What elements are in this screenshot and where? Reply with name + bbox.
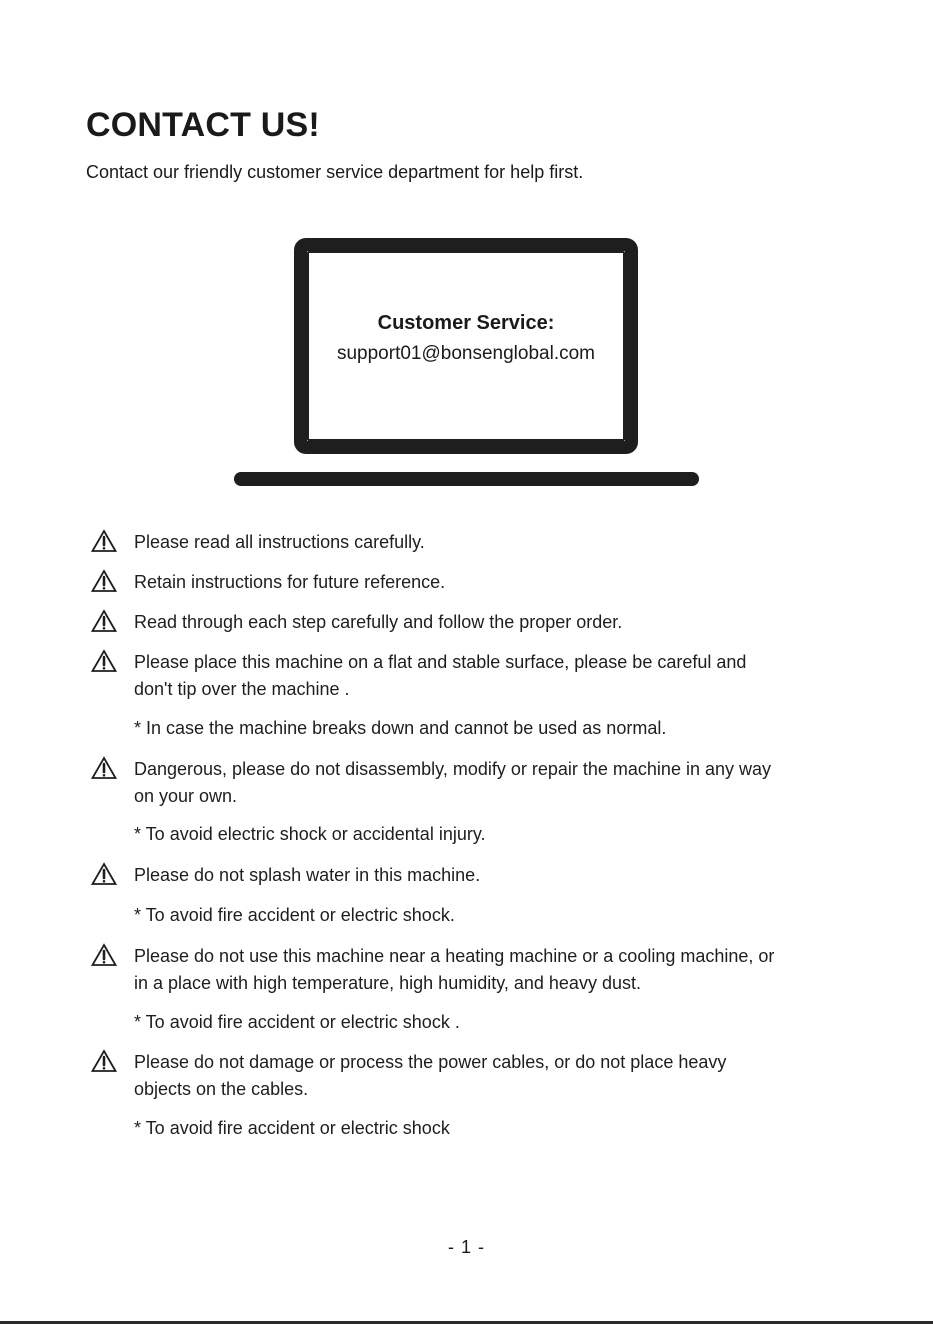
warning-text: [134, 943, 866, 996]
page-title: CONTACT US!: [86, 106, 320, 144]
laptop-base-illustration: [234, 472, 699, 486]
warning-text: Read through each step carefully and follow the proper order.: [134, 612, 623, 632]
warning-item: [86, 756, 866, 809]
warning-text-line: Please do not use this machine near a heating machine or a cooling machine, or: [134, 946, 775, 966]
customer-service-email: support01@bonsenglobal.com: [336, 343, 595, 364]
warning-item: [86, 943, 866, 996]
warning-text: Retain instructions for future reference.: [134, 572, 446, 592]
warning-note: * To avoid fire accident or electric shock.: [134, 905, 455, 925]
page-number: - 1 -: [447, 1237, 485, 1257]
warning-text: [134, 1049, 866, 1102]
warning-note: * In case the machine breaks down and cannot be used as normal.: [134, 718, 667, 738]
warning-item: [86, 649, 866, 702]
warning-text-line: Please place this machine on a flat and stable surface, please be careful and: [134, 652, 747, 672]
customer-service-title: Customer Service:: [377, 312, 555, 334]
warning-note: * To avoid fire accident or electric shock .: [134, 1012, 460, 1032]
warning-text-line: on your own.: [134, 785, 238, 806]
warning-triangle-icon: [91, 569, 117, 593]
warning-text-line: don't tip over the machine .: [134, 678, 350, 699]
warning-triangle-icon: [91, 529, 117, 553]
warning-note: * To avoid electric shock or accidental injury.: [134, 824, 486, 844]
warning-text: [134, 756, 866, 809]
warning-text: Please read all instructions carefully.: [134, 532, 425, 552]
warning-item: [86, 609, 866, 636]
warning-text-line: Dangerous, please do not disassembly, modify or repair the machine in any way: [134, 759, 771, 779]
warning-triangle-icon: [91, 649, 117, 673]
intro-text: Contact our friendly customer service department for help first.: [86, 162, 584, 182]
laptop-screen-illustration: [294, 238, 638, 454]
warning-triangle-icon: [91, 609, 117, 633]
warning-text-line: in a place with high temperature, high humidity, and heavy dust.: [134, 972, 641, 993]
warning-item: [86, 1049, 866, 1102]
warning-text: Please do not splash water in this machine.: [134, 865, 481, 885]
warning-text-line: Please do not damage or process the power cables, or do not place heavy: [134, 1052, 727, 1072]
customer-service-box: [307, 251, 625, 441]
warning-note: * To avoid fire accident or electric shock: [134, 1118, 450, 1138]
warning-triangle-icon: [91, 943, 117, 967]
warning-triangle-icon: [91, 1049, 117, 1073]
warning-item: [86, 569, 866, 596]
warning-text: [134, 649, 866, 702]
warning-item: [86, 862, 866, 889]
warning-triangle-icon: [91, 862, 117, 886]
warning-triangle-icon: [91, 756, 117, 780]
warning-text-line: objects on the cables.: [134, 1078, 309, 1099]
warning-item: [86, 529, 866, 556]
